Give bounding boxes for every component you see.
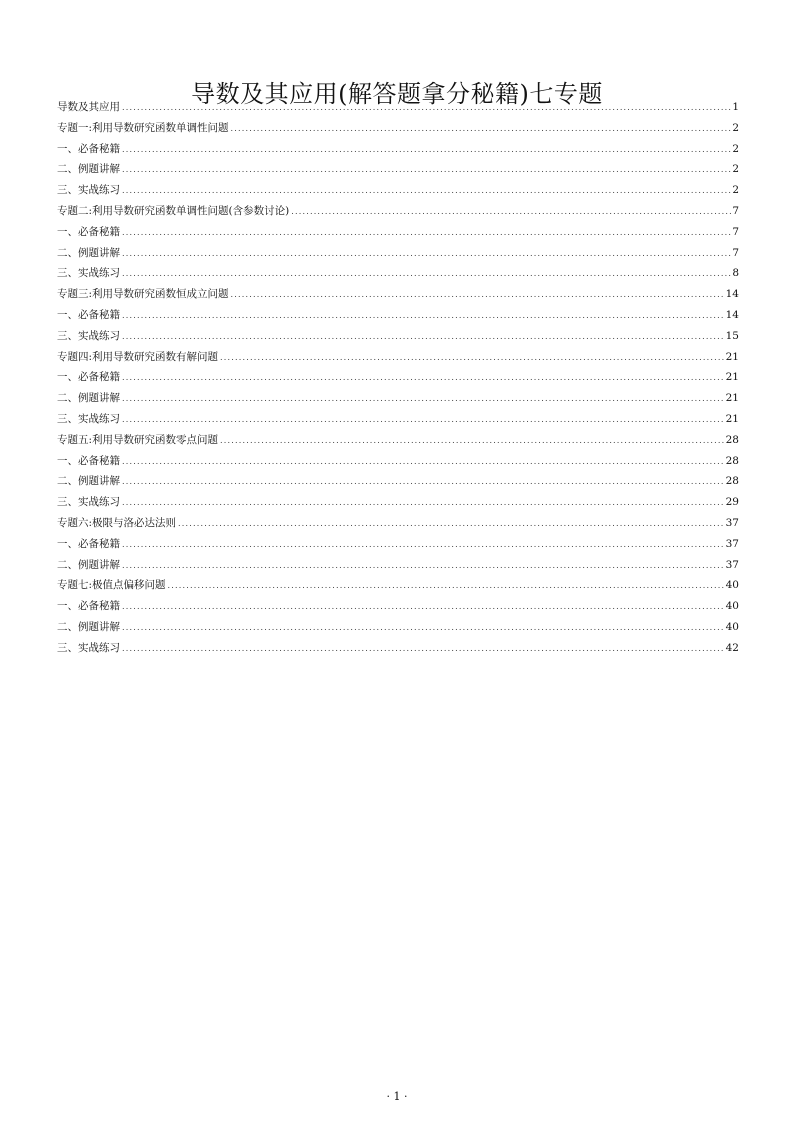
toc-dot-leader	[220, 431, 725, 452]
toc-entry[interactable]	[57, 367, 739, 388]
toc-entry[interactable]	[57, 596, 739, 617]
toc-entry[interactable]	[57, 534, 739, 555]
toc-dot-leader	[122, 181, 731, 202]
toc-entry-page-number: 28	[725, 454, 739, 467]
toc-dot-leader	[122, 639, 725, 660]
toc-entry[interactable]	[57, 326, 739, 347]
toc-entry-page-number: 14	[725, 308, 739, 321]
toc-entry-page-number: 21	[725, 350, 739, 363]
toc-entry[interactable]	[57, 159, 739, 180]
toc-entry-label: 专题六:极限与洛必达法则	[57, 516, 177, 529]
toc-entry-page-number: 37	[725, 537, 739, 550]
toc-dot-leader	[231, 119, 732, 140]
toc-entry-label: 专题七:极值点偏移问题	[57, 579, 166, 592]
toc-entry-page-number: 21	[725, 412, 739, 425]
toc-entry-page-number: 21	[725, 392, 739, 405]
toc-entry[interactable]	[57, 139, 739, 160]
toc-entry-page-number: 1	[732, 101, 739, 113]
toc-entry-label: 二、例题讲解	[57, 163, 120, 176]
toc-entry-label: 二、例题讲解	[57, 475, 120, 488]
toc-entry-label: 专题五:利用导数研究函数零点问题	[57, 433, 219, 446]
toc-dot-leader	[122, 160, 731, 181]
toc-entry[interactable]	[57, 305, 739, 326]
toc-entry-page-number: 40	[725, 600, 739, 613]
toc-entry-label: 二、例题讲解	[57, 558, 120, 571]
toc-entry-label: 专题四:利用导数研究函数有解问题	[57, 350, 219, 363]
toc-entry[interactable]	[57, 513, 739, 534]
toc-entry-page-number: 7	[732, 246, 739, 259]
page-number-footer: · 1 ·	[386, 1090, 408, 1103]
toc-dot-leader	[220, 348, 725, 369]
toc-entry-page-number: 2	[732, 142, 739, 155]
toc-entry-label: 一、必备秘籍	[57, 142, 120, 155]
toc-dot-leader	[122, 306, 725, 327]
toc-entry-page-number: 29	[725, 496, 739, 509]
toc-entry[interactable]	[57, 118, 739, 139]
toc-entry[interactable]	[57, 284, 739, 305]
toc-entry-label: 一、必备秘籍	[57, 600, 120, 613]
toc-entry[interactable]	[57, 430, 739, 451]
toc-entry-page-number: 15	[725, 329, 739, 342]
toc-dot-leader	[231, 285, 725, 306]
toc-entry-page-number: 2	[732, 121, 739, 134]
toc-entry[interactable]	[57, 575, 739, 596]
toc-entry[interactable]	[57, 492, 739, 513]
toc-dot-leader	[122, 597, 725, 618]
toc-entry[interactable]	[57, 451, 739, 472]
toc-entry-label: 三、实战练习	[57, 412, 120, 425]
toc-entry-label: 三、实战练习	[57, 641, 120, 654]
toc-entry[interactable]	[57, 347, 739, 368]
toc-entry-label: 专题二:利用导数研究函数单调性问题(含参数讨论)	[57, 204, 290, 217]
toc-entry[interactable]	[57, 97, 739, 118]
toc-dot-leader	[122, 223, 731, 244]
toc-entry-label: 三、实战练习	[57, 329, 120, 342]
toc-entry-page-number: 28	[725, 433, 739, 446]
toc-dot-leader	[122, 264, 731, 285]
toc-entry-page-number: 8	[732, 267, 739, 280]
toc-entry-page-number: 7	[732, 204, 739, 217]
toc-entry[interactable]	[57, 201, 739, 222]
toc-entry-page-number: 40	[725, 579, 739, 592]
toc-dot-leader	[291, 202, 731, 223]
toc-entry-page-number: 42	[725, 641, 739, 654]
toc-dot-leader	[122, 493, 725, 514]
toc-entry-label: 三、实战练习	[57, 496, 120, 509]
toc-dot-leader	[122, 535, 725, 556]
toc-entry[interactable]	[57, 222, 739, 243]
toc-dot-leader	[122, 556, 725, 577]
toc-entry[interactable]	[57, 471, 739, 492]
toc-entry-label: 一、必备秘籍	[57, 371, 120, 384]
toc-entry-page-number: 14	[725, 288, 739, 301]
toc-entry[interactable]	[57, 638, 739, 659]
table-of-contents	[57, 97, 739, 659]
toc-dot-leader	[122, 140, 731, 161]
toc-entry-label: 专题三:利用导数研究函数恒成立问题	[57, 288, 229, 301]
toc-entry-label: 二、例题讲解	[57, 392, 120, 405]
toc-entry-label: 一、必备秘籍	[57, 454, 120, 467]
toc-dot-leader	[122, 244, 731, 265]
toc-dot-leader	[122, 98, 731, 119]
toc-entry-page-number: 2	[732, 163, 739, 176]
toc-dot-leader	[122, 618, 725, 639]
toc-entry[interactable]	[57, 617, 739, 638]
toc-entry[interactable]	[57, 388, 739, 409]
toc-entry-page-number: 37	[725, 516, 739, 529]
toc-entry-label: 三、实战练习	[57, 267, 120, 280]
toc-entry-label: 一、必备秘籍	[57, 225, 120, 238]
toc-entry[interactable]	[57, 180, 739, 201]
toc-entry-page-number: 21	[725, 371, 739, 384]
toc-entry-label: 一、必备秘籍	[57, 537, 120, 550]
toc-dot-leader	[122, 472, 725, 493]
toc-entry-page-number: 37	[725, 558, 739, 571]
toc-entry-page-number: 2	[732, 184, 739, 197]
toc-entry-label: 二、例题讲解	[57, 246, 120, 259]
toc-entry[interactable]	[57, 243, 739, 264]
toc-entry-label: 专题一:利用导数研究函数单调性问题	[57, 121, 229, 134]
toc-entry-page-number: 28	[725, 475, 739, 488]
toc-dot-leader	[122, 452, 725, 473]
toc-entry-label: 二、例题讲解	[57, 620, 120, 633]
toc-entry[interactable]	[57, 409, 739, 430]
toc-entry-label: 三、实战练习	[57, 184, 120, 197]
toc-dot-leader	[122, 410, 725, 431]
toc-dot-leader	[168, 576, 725, 597]
toc-entry-label: 导数及其应用	[57, 101, 120, 113]
toc-entry[interactable]	[57, 263, 739, 284]
toc-dot-leader	[122, 327, 725, 348]
toc-entry-label: 一、必备秘籍	[57, 308, 120, 321]
toc-entry-page-number: 40	[725, 620, 739, 633]
toc-dot-leader	[122, 389, 725, 410]
toc-entry[interactable]	[57, 555, 739, 576]
toc-dot-leader	[178, 514, 725, 535]
toc-dot-leader	[122, 368, 725, 389]
document-title: 导数及其应用(解答题拿分秘籍)七专题	[191, 80, 603, 109]
toc-entry-page-number: 7	[732, 225, 739, 238]
